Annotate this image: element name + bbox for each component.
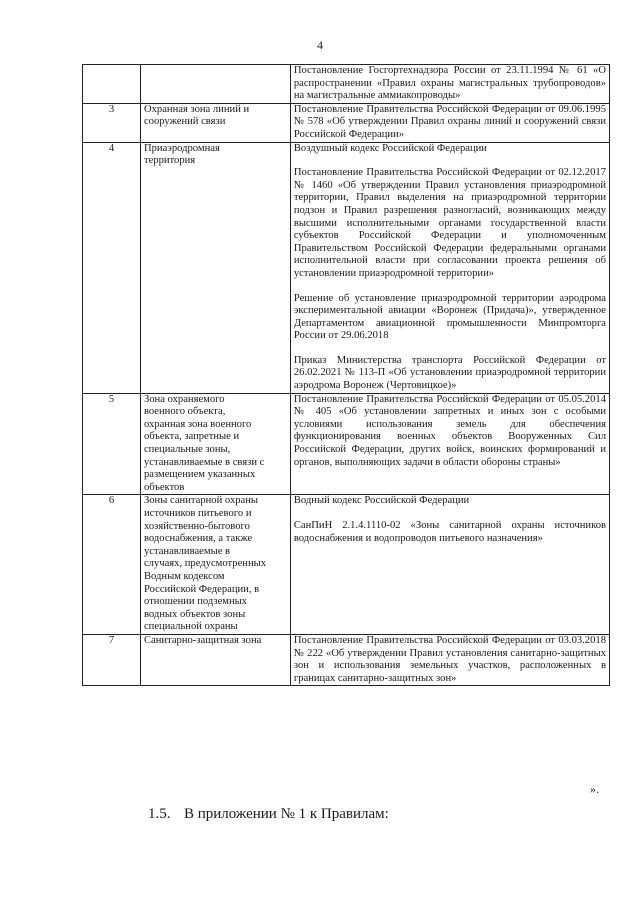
zone-name: Приаэродромная территория (140, 142, 290, 393)
legal-document: Водный кодекс Российской Федерации (293, 495, 470, 507)
legal-document: Воздушный кодекс Российской Федерации (293, 142, 487, 154)
zone-name: Зоны санитарной охраны источников питьевого и хозяйственно-бытового водоснабжения, а также устанавливаемые в случаях, предусмотренных Водным кодексом Российской Федерации, в отношении подземных водных объектов зоны специальной охраны (140, 495, 290, 635)
table-row (83, 634, 610, 685)
legal-document: Постановление Правительства Российской Федерации от 05.05.2014 № 405 «Об установлении запретных и иных зон с особыми условиями использования земель для обеспечения функционирования военных объектов Вооруженных Сил Российской Федерации, других войск, воинских формирований и органов, выполняющих задачи в области обороны страны» (293, 393, 606, 468)
zones-table-body (83, 65, 610, 686)
zones-table (82, 64, 610, 686)
legal-document: Постановление Правительства Российской Федерации от 02.12.2017 № 1460 «Об утверждении Правил установления приаэродромной территории, Правил выделения на приаэродромной территории подзон и Правил разрешения разногласий, возникающих между высшими исполнительными органами государственной власти субъектов Российской Федерации и уполномоченным Правительством Российской Федерации федеральными органами исполнительной власти при согласовании проекта решения об установлении приаэродромной территории» (293, 167, 606, 279)
legal-document: Постановление Правительства Российской Федерации от 09.06.1995 № 578 «Об утверждении Правил охраны линий и сооружений связи Российской Федерации» (293, 103, 606, 140)
section-text: В приложении № 1 к Правилам: (184, 806, 389, 822)
table-row (83, 65, 610, 104)
row-number: 6 (83, 495, 141, 635)
table-row (83, 495, 610, 635)
section-heading (148, 806, 389, 823)
legal-basis (290, 65, 609, 104)
legal-basis (290, 103, 609, 142)
table-row (83, 393, 610, 495)
legal-document: Решение об установление приаэродромной территории аэродрома экспериментальной авиации «Воронеж (Придача)», утвержденное Департаментом авиационной промышленности Минпромторга России от 29.06.2018 (293, 292, 606, 342)
page-number: 4 (317, 38, 323, 52)
row-number (83, 65, 141, 104)
legal-document: Постановление Госгортехнадзора России от 23.11.1994 № 61 «О распространении «Правил охраны магистральных трубопроводов» на магистральные аммиакопроводы» (293, 65, 606, 102)
legal-basis (290, 495, 609, 635)
zone-name: Санитарно-защитная зона (140, 634, 290, 685)
zone-name: Зона охраняемого военного объекта, охранная зона военного объекта, запретные и специальные зоны, устанавливаемые в связи с размещением указанных объектов (140, 393, 290, 495)
closing-quote: ». (590, 782, 599, 796)
zone-name: Охранная зона линий и сооружений связи (140, 103, 290, 142)
table-row (83, 103, 610, 142)
legal-document: Постановление Правительства Российской Федерации от 03.03.2018 № 222 «Об утверждении Правил установления санитарно-защитных зон и использования земельных участков, расположенных в границах санитарно-защитных зон» (293, 634, 606, 684)
row-number: 4 (83, 142, 141, 393)
legal-document: СанПиН 2.1.4.1110-02 «Зоны санитарной охраны источников водоснабжения и водопроводов питьевого назначения» (293, 520, 606, 544)
legal-basis (290, 393, 609, 495)
table-row (83, 142, 610, 393)
section-number: 1.5. (148, 806, 171, 822)
zone-name (140, 65, 290, 104)
legal-document: Приказ Министерства транспорта Российской Федерации от 26.02.2021 № 113-П «Об установлении приаэродромной территории аэродрома Воронеж (Чертовицкое)» (293, 354, 606, 392)
row-number: 5 (83, 393, 141, 495)
row-number: 7 (83, 634, 141, 685)
legal-basis (290, 634, 609, 685)
row-number: 3 (83, 103, 141, 142)
legal-basis (290, 142, 609, 393)
